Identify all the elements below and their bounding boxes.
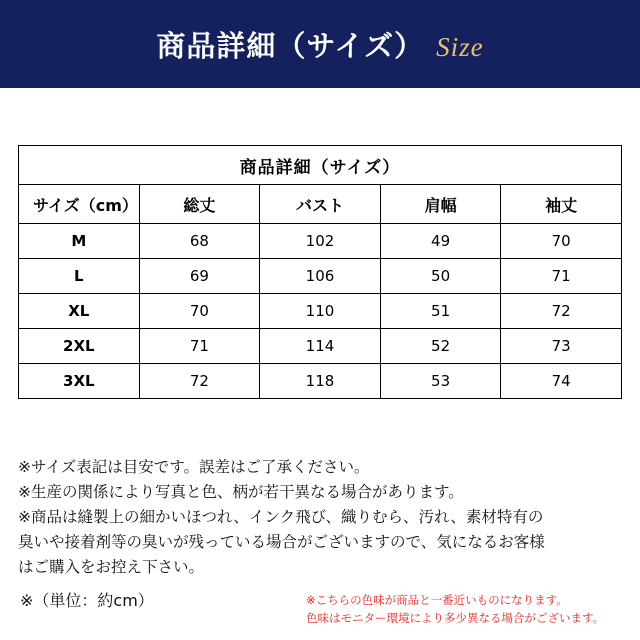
note-line: ※商品は縫製上の細かいほつれ、インク飛び、織りむら、汚れ、素材特有の	[18, 508, 544, 527]
cell-sleeve: 74	[501, 364, 622, 399]
column-header-bust: バスト	[260, 185, 381, 224]
table-row	[19, 329, 622, 364]
cell-bust: 106	[260, 259, 381, 294]
size-table	[18, 145, 622, 399]
cell-bust: 118	[260, 364, 381, 399]
note-line: ※サイズ表記は目安です。誤差はご了承ください。	[18, 458, 370, 476]
cell-length: 69	[139, 259, 260, 294]
table-row	[19, 294, 622, 329]
table-row	[19, 224, 622, 259]
cell-bust: 102	[260, 224, 381, 259]
cell-shoulder: 51	[380, 294, 501, 329]
cell-bust: 110	[260, 294, 381, 329]
color-disclaimer	[306, 592, 626, 628]
column-header-shoulder: 肩幅	[380, 185, 501, 224]
header-banner	[0, 0, 640, 88]
cell-length: 68	[139, 224, 260, 259]
note-line: ※生産の関係により写真と色、柄が若干異なる場合があります。	[18, 483, 464, 502]
page-title-latin: Size	[436, 31, 484, 62]
table-row	[19, 259, 622, 294]
table-row	[19, 364, 622, 399]
cell-sleeve: 71	[501, 259, 622, 294]
cell-sleeve: 73	[501, 329, 622, 364]
cell-length: 70	[139, 294, 260, 329]
cell-shoulder: 50	[380, 259, 501, 294]
cell-sleeve: 70	[501, 224, 622, 259]
note-line: はご購入をお控え下さい。	[18, 558, 205, 577]
cell-shoulder: 49	[380, 224, 501, 259]
header-title-group	[156, 24, 483, 65]
cell-length: 71	[139, 329, 260, 364]
cell-bust: 114	[260, 329, 381, 364]
cell-shoulder: 53	[380, 364, 501, 399]
table-caption: 商品詳細（サイズ）	[19, 146, 622, 185]
table-caption-row	[19, 146, 622, 185]
cell-shoulder: 52	[380, 329, 501, 364]
disclaimer-notes	[18, 455, 628, 581]
column-header-length: 総丈	[139, 185, 260, 224]
cell-sleeve: 72	[501, 294, 622, 329]
cell-size: 2XL	[19, 329, 140, 364]
cell-size: 3XL	[19, 364, 140, 399]
cell-size: XL	[19, 294, 140, 329]
page-title: 商品詳細（サイズ）	[156, 28, 425, 63]
cell-size: M	[19, 224, 140, 259]
note-line: 臭いや接着剤等の臭いが残っている場合がございますので、気になるお客様	[18, 533, 545, 552]
color-disclaimer-line-1: ※こちらの色味が商品と一番近いものになります。	[306, 593, 568, 607]
size-table-container	[18, 145, 622, 399]
cell-length: 72	[139, 364, 260, 399]
table-header-row	[19, 185, 622, 224]
column-header-sleeve: 袖丈	[501, 185, 622, 224]
column-header-size: サイズ（cm）	[19, 185, 140, 224]
cell-size: L	[19, 259, 140, 294]
color-disclaimer-line-2: 色味はモニター環境により多少異なる場合がございます。	[306, 610, 605, 625]
unit-note: ※（単位：約cm）	[20, 591, 154, 610]
